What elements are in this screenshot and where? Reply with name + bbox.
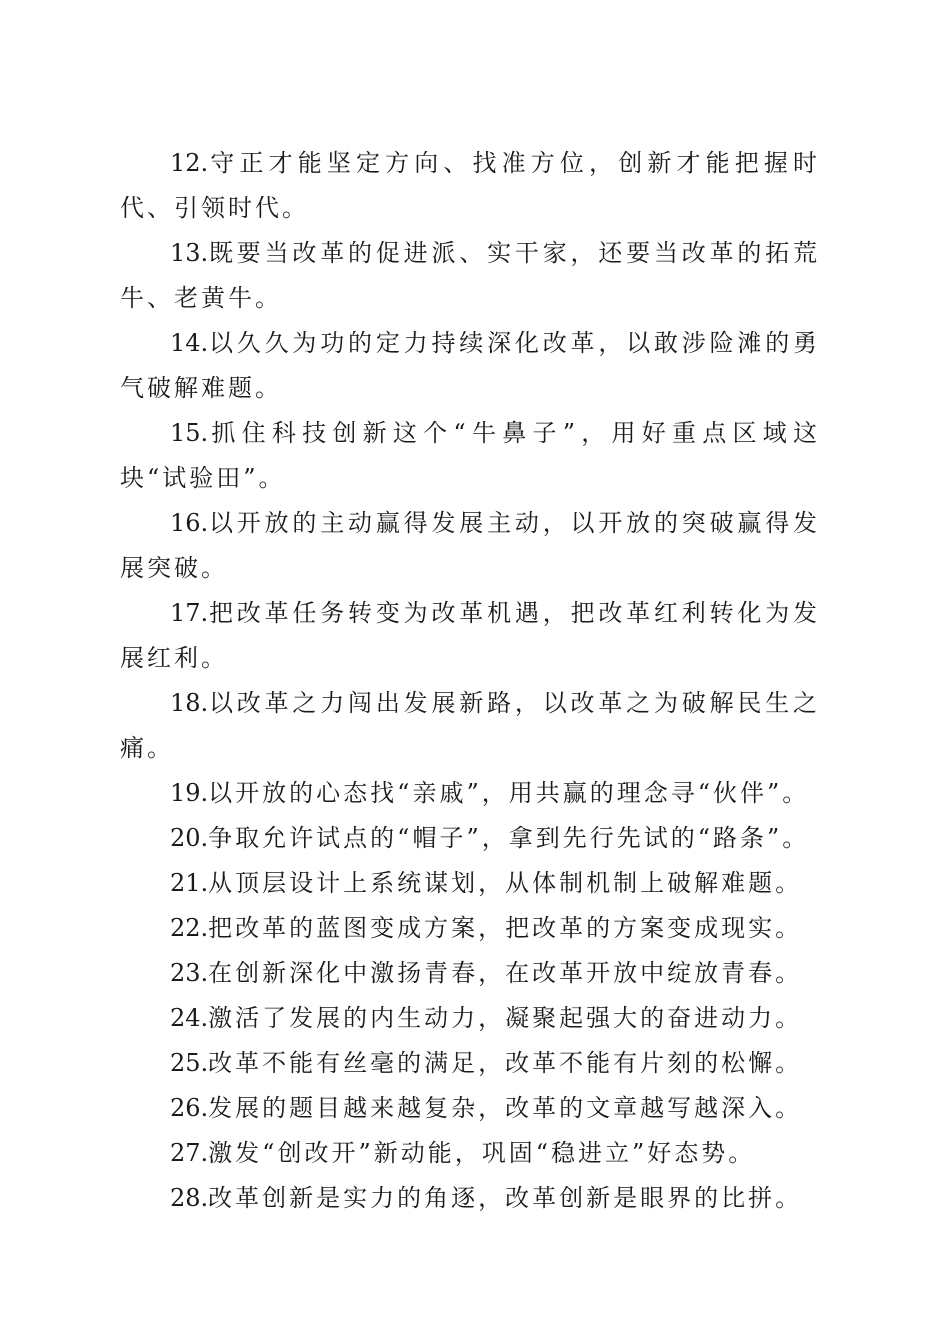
list-item: [120, 141, 820, 231]
list-item: [120, 321, 820, 411]
item-number: 16.: [170, 509, 209, 537]
list-item: [120, 231, 820, 321]
list-item: [120, 951, 820, 996]
item-text: 从顶层设计上系统谋划，从体制机制上破解难题。: [208, 869, 803, 897]
list-item: [120, 996, 820, 1041]
list-item: [120, 411, 820, 501]
item-number: 28.: [170, 1184, 209, 1212]
item-text: 改革不能有丝毫的满足，改革不能有片刻的松懈。: [208, 1049, 803, 1077]
item-number: 15.: [170, 419, 209, 447]
item-number: 14.: [170, 329, 209, 357]
list-item: [120, 771, 820, 816]
list-item: [120, 906, 820, 951]
item-number: 24.: [170, 1004, 209, 1032]
item-number: 22.: [170, 914, 209, 942]
item-text: 以久久为功的定力持续深化改革，以敢涉险滩的勇气破解难题。: [120, 329, 820, 402]
item-text: 守正才能坚定方向、找准方位，创新才能把握时代、引领时代。: [120, 149, 820, 222]
item-text: 以开放的心态找“亲戚”，用共赢的理念寻“伙伴”。: [208, 779, 810, 807]
item-text: 以改革之力闯出发展新路，以改革之为破解民生之痛。: [120, 689, 820, 762]
item-number: 13.: [170, 239, 209, 267]
list-item: [120, 816, 820, 861]
item-text: 把改革任务转变为改革机遇，把改革红利转化为发展红利。: [120, 599, 820, 672]
item-text: 激发“创改开”新动能，巩固“稳进立”好态势。: [208, 1139, 756, 1167]
item-number: 26.: [170, 1094, 209, 1122]
list-item: [120, 681, 820, 771]
item-number: 25.: [170, 1049, 209, 1077]
item-number: 18.: [170, 689, 209, 717]
list-item: [120, 1131, 820, 1176]
item-text: 改革创新是实力的角逐，改革创新是眼界的比拼。: [208, 1184, 803, 1212]
item-text: 激活了发展的内生动力，凝聚起强大的奋进动力。: [208, 1004, 803, 1032]
document-body: [120, 141, 820, 1221]
item-text: 发展的题目越来越复杂，改革的文章越写越深入。: [208, 1094, 803, 1122]
item-text: 既要当改革的促进派、实干家，还要当改革的拓荒牛、老黄牛。: [120, 239, 820, 312]
item-number: 27.: [170, 1139, 209, 1167]
item-text: 以开放的主动赢得发展主动，以开放的突破赢得发展突破。: [120, 509, 820, 582]
item-text: 把改革的蓝图变成方案，把改革的方案变成现实。: [208, 914, 803, 942]
item-number: 17.: [170, 599, 209, 627]
item-number: 19.: [170, 779, 209, 807]
list-item: [120, 1086, 820, 1131]
item-number: 21.: [170, 869, 209, 897]
list-item: [120, 501, 820, 591]
item-number: 20.: [170, 824, 209, 852]
item-number: 12.: [170, 149, 209, 177]
list-item: [120, 591, 820, 681]
list-item: [120, 861, 820, 906]
item-text: 在创新深化中激扬青春，在改革开放中绽放青春。: [208, 959, 803, 987]
list-item: [120, 1176, 820, 1221]
list-item: [120, 1041, 820, 1086]
item-text: 抓住科技创新这个“牛鼻子”，用好重点区域这块“试验田”。: [120, 419, 820, 492]
item-text: 争取允许试点的“帽子”，拿到先行先试的“路条”。: [208, 824, 810, 852]
item-number: 23.: [170, 959, 209, 987]
